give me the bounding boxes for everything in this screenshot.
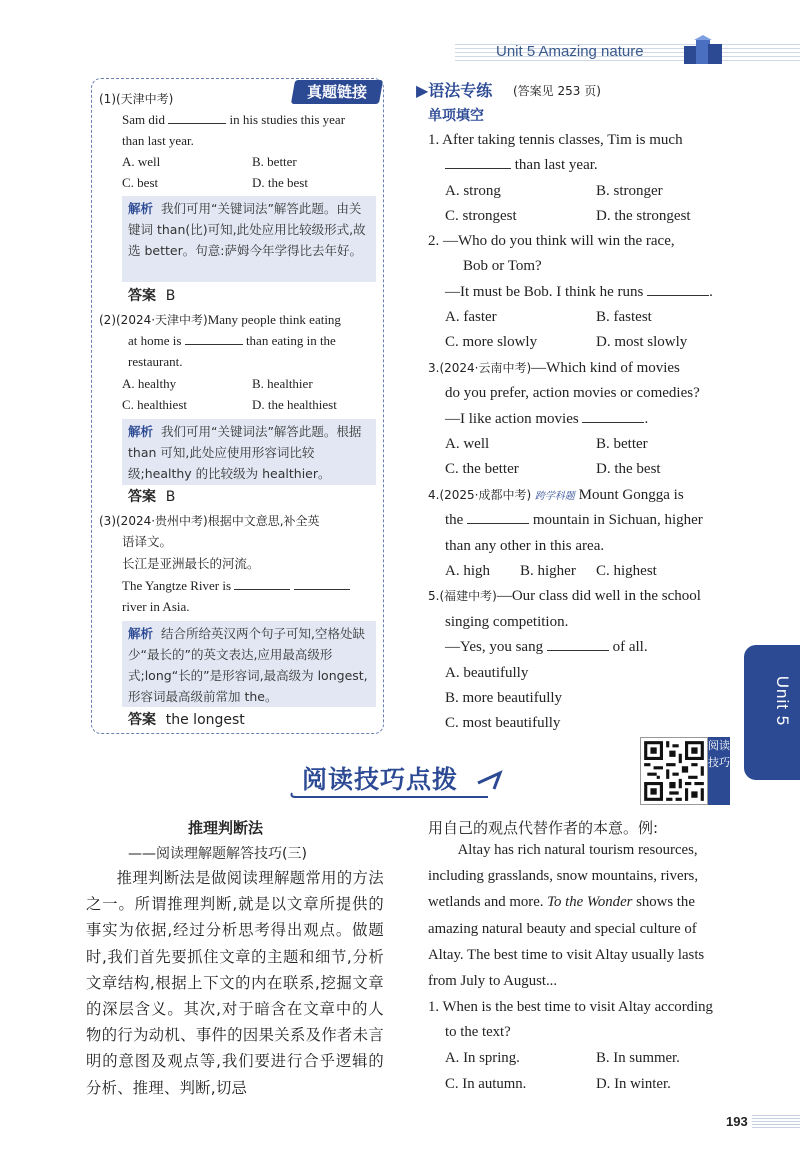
q3-blank-2 xyxy=(294,576,350,590)
g3-option-b: B. better xyxy=(596,436,648,452)
q1-option-b: B. better xyxy=(252,154,297,169)
g5-stem-2: singing competition. xyxy=(445,614,569,630)
method-body: 推理判断法是做阅读理解题常用的方法之一。所谓推理判断,就是以文章所提供的事实为依据,经过分析思考得出观点。做题时,我们首先要抓住文章的主题和细节,分析文章结构,根据上下文的内在联系,挖掘文章的深层含义。其次,对于暗含在文章中的人物的行为动机、事件的因果关系及作者未言明的意图及观点等,我们要进行合乎逻辑的分析、推理、判断,切忌 xyxy=(86,869,384,1097)
q1-option-c: C. best xyxy=(122,175,159,190)
g3-stem: 3.(2024·云南中考)—Which kind of movies xyxy=(428,360,680,376)
q3-stem: (3)(2024·贵州中考)根据中文意思,补全英 xyxy=(99,514,320,528)
q2-option-c: C. healthiest xyxy=(122,397,187,412)
example-passage: Altay has rich natural tourism resources, including grasslands, snow mountains, rivers, wetlands and more. To the Wonder shows the amazing natural beauty and special culture of Altay. The best time to visit Altay usually lasts from July to August... xyxy=(428,842,705,990)
q2-explanation: 解析 我们可用“关键词法”解答此题。根据 than 可知,此处应使用形容词比较级;healthy 的比较级为 healthier。 xyxy=(122,419,376,485)
method-subtitle: ——阅读理解题解答技巧(三) xyxy=(128,846,307,862)
unit-title: Unit 5 Amazing nature xyxy=(496,43,644,60)
g2-option-a: A. faster xyxy=(445,309,497,325)
q2-option-a: A. healthy xyxy=(122,376,177,391)
grammar-answer-note: (答案见 253 页) xyxy=(513,84,601,98)
g4-option-a: A. high xyxy=(445,563,490,579)
g1-option-b: B. stronger xyxy=(596,183,663,199)
q2-stem-2: at home is than eating in the xyxy=(128,333,336,348)
g5-stem-3: —Yes, you sang of all. xyxy=(445,639,648,655)
q1-option-a: A. well xyxy=(122,154,161,169)
exam-link-badge: 真题链接 xyxy=(291,80,383,104)
qr-code-icon[interactable] xyxy=(640,737,708,805)
section-title: 单项填空 xyxy=(428,108,484,124)
g2-option-b: B. fastest xyxy=(596,309,652,325)
page-number: 193 xyxy=(726,1114,748,1129)
g3-stem-3: —I like action movies . xyxy=(445,411,649,427)
g3-option-a: A. well xyxy=(445,436,490,452)
q1-answer: 答案 B xyxy=(128,288,176,304)
g1-stem: 1. After taking tennis classes, Tim is much xyxy=(428,132,683,148)
example-question-2: to the text? xyxy=(445,1024,511,1040)
grammar-title: ▶语法专练 xyxy=(416,81,493,100)
g4-stem: 4.(2025·成都中考) 跨学科题 Mount Gongga is xyxy=(428,487,684,503)
g2-option-d: D. most slowly xyxy=(596,334,688,350)
example-question: 1. When is the best time to visit Altay according xyxy=(428,999,713,1015)
g1-option-c: C. strongest xyxy=(445,208,517,224)
g1-option-a: A. strong xyxy=(445,183,501,199)
q3-answer: 答案 the longest xyxy=(128,712,245,728)
qr-label: 阅读技巧 xyxy=(708,737,730,805)
q1-explanation: 解析 我们可用“关键词法”解答此题。由关键词 than(比)可知,此处应用比较级形式,故选 better。句意:萨姆今年学得比去年好。 xyxy=(122,196,376,282)
g3-option-c: C. the better xyxy=(445,461,519,477)
q1-blank xyxy=(168,110,226,124)
interdisciplinary-tag: 跨学科题 xyxy=(534,491,575,502)
g4-stem-3: than any other in this area. xyxy=(445,538,605,554)
g5-option-a: A. beautifully xyxy=(445,665,529,681)
q1-stem-2: than last year. xyxy=(122,133,194,148)
g1-stem-2: than last year. xyxy=(445,153,598,178)
example-option-d: D. In winter. xyxy=(596,1076,671,1092)
g4-option-b: B. higher xyxy=(520,563,576,579)
footer-rule xyxy=(752,1115,800,1131)
q3-blank-1 xyxy=(234,576,290,590)
unit-side-tab[interactable]: Unit 5 xyxy=(744,645,800,780)
q1-stem: Sam did in his studies this year xyxy=(122,112,346,127)
g5-option-c: C. most beautifully xyxy=(445,715,561,731)
q1-source: (1)(天津中考) xyxy=(99,92,174,106)
example-option-a: A. In spring. xyxy=(445,1050,520,1066)
q2-blank xyxy=(185,331,243,345)
q2-option-d: D. the healthiest xyxy=(252,397,337,412)
q2-stem: (2)(2024·天津中考)Many people think eating xyxy=(99,312,341,327)
example-option-c: C. In autumn. xyxy=(445,1076,527,1092)
g2-option-c: C. more slowly xyxy=(445,334,538,350)
q3-cn-sentence: 长江是亚洲最长的河流。 xyxy=(122,556,260,571)
q3-en-sentence-2: river in Asia. xyxy=(122,599,190,614)
method-title: 推理判断法 xyxy=(188,819,264,837)
example-lead: 用自己的观点代替作者的本意。例: xyxy=(428,819,659,837)
q2-answer: 答案 B xyxy=(128,489,176,505)
g2-stem-2: Bob or Tom? xyxy=(463,258,542,274)
g3-stem-2: do you prefer, action movies or comedies? xyxy=(445,385,700,401)
books-icon xyxy=(680,34,726,68)
g2-stem: 2. —Who do you think will win the race, xyxy=(428,233,675,249)
g1-option-d: D. the strongest xyxy=(596,208,691,224)
g5-stem: 5.(福建中考)—Our class did well in the school xyxy=(428,588,701,604)
g4-stem-2: the mountain in Sichuan, higher xyxy=(445,512,703,528)
q1-option-d: D. the best xyxy=(252,175,308,190)
reading-skill-title: 阅读技巧点拨 xyxy=(302,765,459,794)
q3-explanation: 解析 结合所给英汉两个句子可知,空格处缺少“最长的”的英文表达,应用最高级形式;long“长的”是形容词,最高级为 longest,形容词最高级前常加 the。 xyxy=(122,621,376,707)
q2-stem-3: restaurant. xyxy=(128,354,183,369)
q2-option-b: B. healthier xyxy=(252,376,313,391)
q3-en-sentence: The Yangtze River is xyxy=(122,575,380,596)
example-option-b: B. In summer. xyxy=(596,1050,680,1066)
q3-stem-2: 语译文。 xyxy=(122,534,173,549)
g2-stem-3: —It must be Bob. I think he runs . xyxy=(445,284,713,300)
g3-option-d: D. the best xyxy=(596,461,661,477)
g4-option-c: C. highest xyxy=(596,563,657,579)
g5-option-b: B. more beautifully xyxy=(445,690,563,706)
